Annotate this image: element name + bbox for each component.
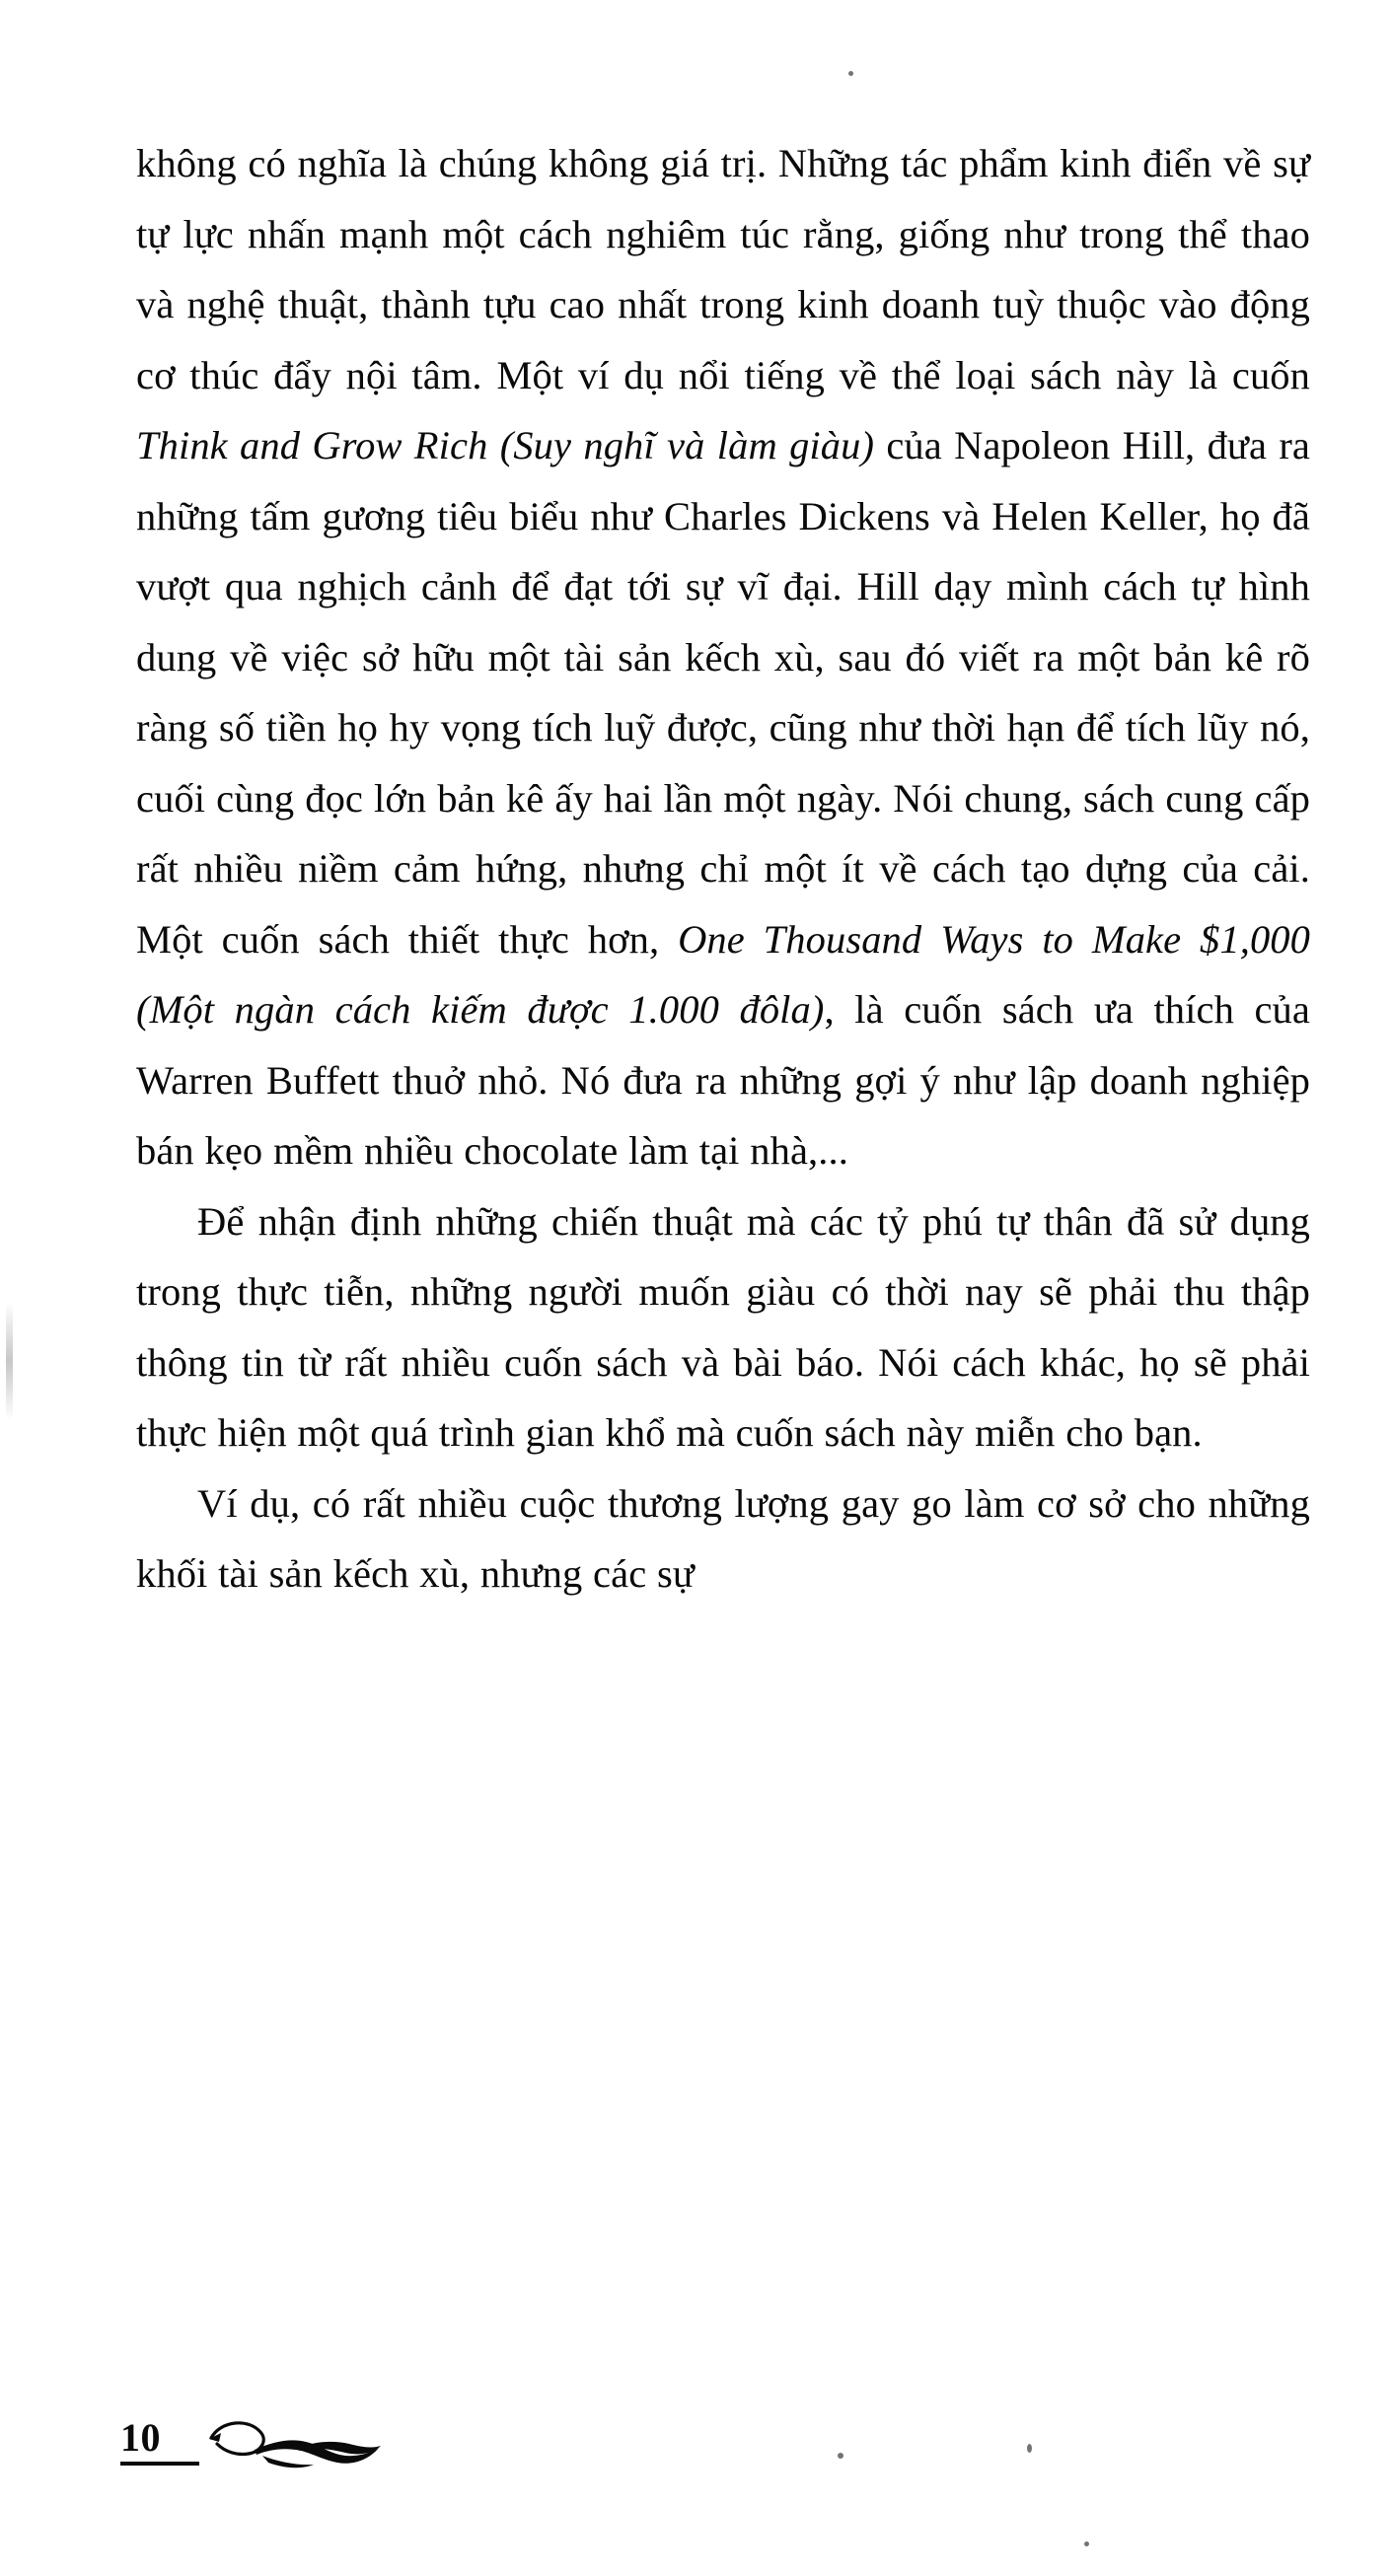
paragraph-1-run-5: , là cuốn sách ưa thích của Warren Buffett thuở nhỏ. Nó đưa ra những gợi ý như lập doanh nghiệp bán kẹo mềm nhiều chocolate làm tại nhà,... bbox=[136, 987, 1310, 1173]
paragraph-2-run-1: Để nhận định những chiến thuật mà các tỷ phú tự thân đã sử dụng trong thực tiễn, những người muốn giàu có thời nay sẽ phải thu thập thông tin từ rất nhiều cuốn sách và bài báo. Nói cách khác, họ sẽ phải thực hiện một quá trình gian khổ mà cuốn sách này miễn cho bạn. bbox=[136, 1198, 1310, 1455]
body-text-column bbox=[136, 128, 1310, 1610]
paragraph-3-run-1: Ví dụ, có rất nhiều cuộc thương lượng gay go làm cơ sở cho những khối tài sản kếch xù, nhưng các sự bbox=[136, 1480, 1310, 1596]
page-number: 10 bbox=[120, 2415, 161, 2460]
scan-speck bbox=[848, 71, 853, 76]
scan-speck bbox=[838, 2453, 843, 2459]
paragraph-1 bbox=[136, 128, 1310, 1186]
paragraph-3 bbox=[136, 1468, 1310, 1610]
scan-artifact bbox=[6, 1302, 13, 1420]
page-number-rule bbox=[120, 2462, 199, 2466]
flourish-ornament-icon bbox=[203, 2408, 391, 2479]
page-footer bbox=[120, 2406, 515, 2485]
paragraph-1-run-3: của Napoleon Hill, đưa ra những tấm gương tiêu biểu như Charles Dickens và Helen Keller, họ đã vượt qua nghịch cảnh để đạt tới sự vĩ đại. Hill dạy mình cách tự hình dung về việc sở hữu một tài sản kếch xù, sau đó viết ra một bản kê rõ ràng số tiền họ hy vọng tích luỹ được, cũng như thời hạn để tích lũy nó, cuối cùng đọc lớn bản kê ấy hai lần một ngày. Nói chung, sách cung cấp rất nhiều niềm cảm hứng, nhưng chỉ một ít về cách tạo dựng của cải. Một cuốn sách thiết thực hơn, bbox=[136, 423, 1310, 962]
scan-speck bbox=[1027, 2444, 1032, 2453]
scan-speck bbox=[1084, 2541, 1089, 2546]
paragraph-1-run-4-italic-title: One Thousand Ways to Make $1,000 (Một ngàn cách kiếm được 1.000 đôla) bbox=[136, 916, 1311, 1032]
paragraph-1-run-2-italic-title: Think and Grow Rich (Suy nghĩ và làm giàu) bbox=[136, 423, 875, 467]
paragraph-2 bbox=[136, 1186, 1310, 1468]
paragraph-1-run-1: không có nghĩa là chúng không giá trị. Những tác phẩm kinh điển về sự tự lực nhấn mạnh một cách nghiêm túc rằng, giống như trong thể thao và nghệ thuật, thành tựu cao nhất trong kinh doanh tuỳ thuộc vào động cơ thúc đẩy nội tâm. Một ví dụ nổi tiếng về thể loại sách này là cuốn bbox=[136, 141, 1310, 397]
